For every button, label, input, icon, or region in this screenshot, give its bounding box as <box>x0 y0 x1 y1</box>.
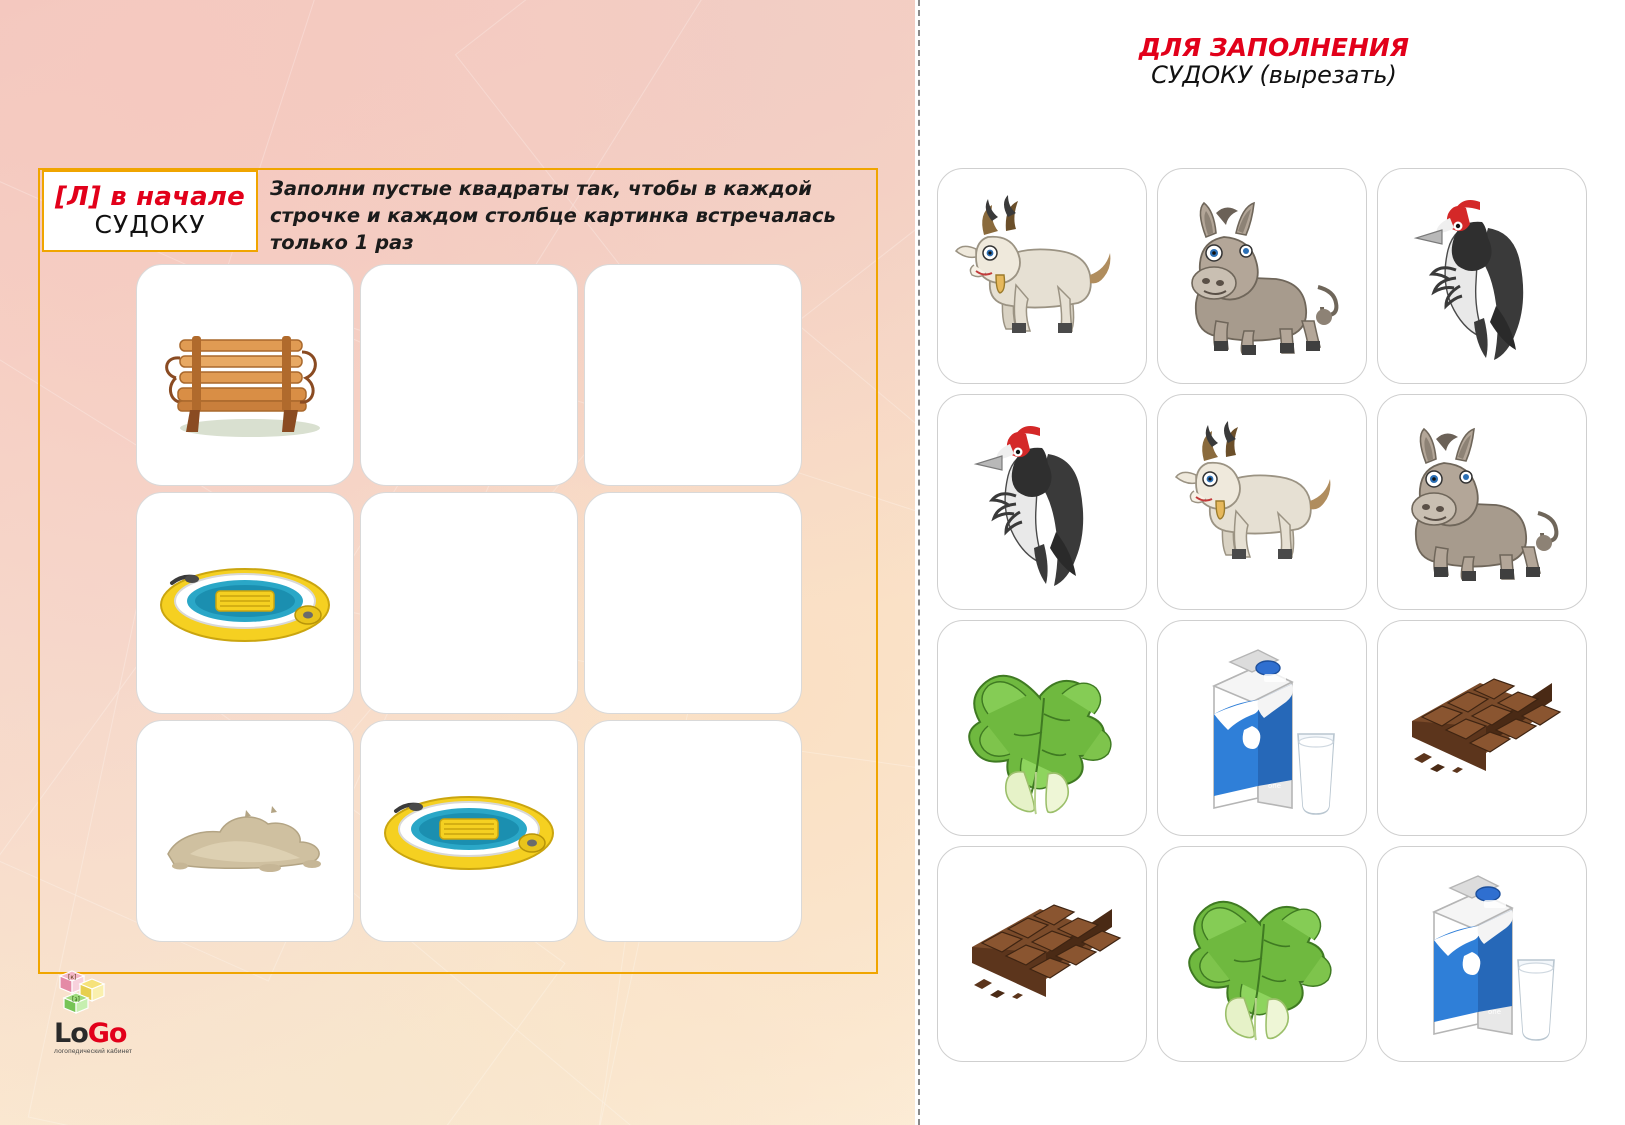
goat-icon <box>1172 417 1352 587</box>
sudoku-cell-r2c3[interactable] <box>584 492 802 714</box>
boat-icon <box>150 543 340 663</box>
cutout-card-lettuce[interactable] <box>937 620 1147 836</box>
woodpecker-icon <box>952 412 1132 592</box>
svg-text:[з]: [з] <box>72 996 80 1003</box>
sudoku-cell-r2c1[interactable] <box>136 492 354 714</box>
boat-icon <box>374 771 564 891</box>
svg-text:[к]: [к] <box>68 974 77 981</box>
cutout-card-donkey[interactable] <box>1377 394 1587 610</box>
chocolate-icon <box>952 879 1132 1029</box>
sudoku-cell-r1c1[interactable] <box>136 264 354 486</box>
donkey-icon <box>1172 191 1352 361</box>
cutout-card-goat[interactable] <box>937 168 1147 384</box>
logo-text: LoGo <box>54 1018 127 1049</box>
cutouts-grid <box>937 168 1587 1062</box>
sudoku-cell-r1c2[interactable] <box>360 264 578 486</box>
cutouts-title-line2: СУДОКУ (вырезать) <box>1151 61 1397 89</box>
instructions-text: Заполни пустые квадраты так, чтобы в каждой строчке и каждом столбце картинка встречалась только 1 раз <box>270 177 836 254</box>
cutout-card-chocolate[interactable] <box>937 846 1147 1062</box>
sudoku-cell-r1c3[interactable] <box>584 264 802 486</box>
sudoku-cell-r3c2[interactable] <box>360 720 578 942</box>
worksheet-title-box <box>42 170 258 252</box>
cutout-card-lettuce[interactable] <box>1157 846 1367 1062</box>
lettuce-icon <box>1172 864 1352 1044</box>
sudoku-cell-r3c3[interactable] <box>584 720 802 942</box>
cutouts-title-line1: ДЛЯ ЗАПОЛНЕНИЯ <box>1138 33 1410 62</box>
sudoku-cell-r3c1[interactable] <box>136 720 354 942</box>
logo-tagline: логопедический кабинет <box>54 1048 133 1055</box>
cutout-card-goat[interactable] <box>1157 394 1367 610</box>
svg-text:one: one <box>1268 782 1282 790</box>
cutouts-panel <box>923 0 1625 1125</box>
chocolate-icon <box>1392 653 1572 803</box>
svg-text:one: one <box>1488 1008 1502 1016</box>
woodpecker-icon <box>1392 186 1572 366</box>
cutout-card-milk[interactable] <box>1157 620 1367 836</box>
cutout-card-woodpecker[interactable] <box>1377 168 1587 384</box>
cutout-card-woodpecker[interactable] <box>937 394 1147 610</box>
page-title: [Л] в начале <box>55 182 245 213</box>
sudoku-grid <box>136 264 802 942</box>
cut-divider <box>915 0 923 1125</box>
cutout-card-chocolate[interactable] <box>1377 620 1587 836</box>
sudoku-cell-r2c2[interactable] <box>360 492 578 714</box>
milk-icon <box>1392 864 1572 1044</box>
goat-icon <box>952 191 1132 361</box>
page-subtitle: СУДОКУ <box>94 209 206 239</box>
cutout-card-donkey[interactable] <box>1157 168 1367 384</box>
bench-icon <box>150 300 340 450</box>
cutout-card-milk[interactable] <box>1377 846 1587 1062</box>
puddle-icon <box>150 776 340 886</box>
milk-icon <box>1172 638 1352 818</box>
cutouts-title <box>923 34 1625 89</box>
donkey-icon <box>1392 417 1572 587</box>
logo-cubes-icon <box>54 967 110 1015</box>
lettuce-icon <box>952 638 1132 818</box>
logo <box>54 967 164 1055</box>
